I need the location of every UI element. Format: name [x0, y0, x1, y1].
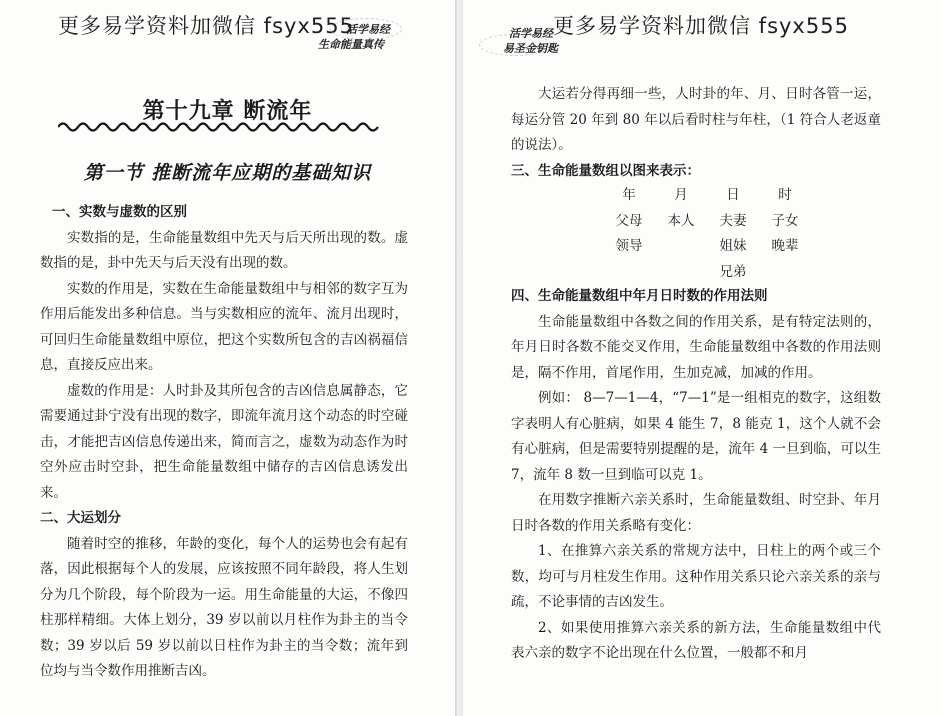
relation-cell — [655, 260, 707, 286]
relation-cell: 日 — [726, 187, 740, 203]
relation-row — [603, 209, 811, 235]
paragraph: 例如： 8—7—1—4，“7—1”是一组相克的数字，这组数字表明人有心脏病，如果 4 能生 7，8 能克 1，这个人就不会有心脏病，但是需要特别提醒的是，流年 4 一旦到临，可以生 7，流年 8 数一旦到临可以克 1。 — [511, 390, 881, 483]
header-stamp-line: 易圣金钥匙 — [503, 42, 558, 55]
right-page — [463, 0, 942, 716]
paragraph: 大运若分得再细一些，人时卦的年、月、日时各管一运，每运分管 20 年到 80 年以后看时柱与年柱，（1 符合人老返童的说法）。 — [511, 86, 881, 153]
relation-cell: 父母 — [615, 212, 643, 229]
paragraph: 随着时空的推移，年龄的变化，每个人的运势也会有起有落，因此根据每个人的发展，应该按照不同年龄段，将人生划分为几个阶段，每个阶段为一运。用生命能量的大运，不像四柱那样精细。大体上划分，39 岁以前以月柱作为卦主的当令数；39 岁以后 59 岁以前以日柱作为卦主的当令数；流年到位均与当令数作用推断吉凶。 — [40, 535, 408, 679]
header-stamp-line: 生命能量真传 — [318, 38, 384, 51]
watermark-text: 更多易学资料加微信 fsyx555 — [58, 14, 354, 38]
relation-cell: 本人 — [667, 212, 695, 229]
paragraph: 虚数的作用是：人时卦及其所包含的吉凶信息属静态，它需要通过卦宁没有出现的数字，即流年流月这个动态的时空碰击，才能把吉凶信息传递出来，简而言之，虚数为动态作为时空外应击时空卦，把生命能量数组中储存的吉凶信息诱发出来。 — [40, 382, 408, 501]
right-body — [511, 284, 881, 667]
heading-rules: 四、生命能量数组中年月日时数的作用法则 — [511, 288, 768, 304]
heading-real-imaginary: 一、实数与虚数的区别 — [52, 204, 187, 220]
paragraph: 实数指的是，生命能量数组中先天与后天所出现的数。虚数指的是，卦中先天与后天没有出现的数。 — [40, 229, 408, 271]
relation-cell: 领导 — [615, 238, 643, 254]
paragraph: 在用数字推断六亲关系时，生命能量数组、时空卦、年月日时各数的作用关系略有变化： — [511, 492, 881, 534]
section-title: 第一节 推断流年应期的基础知识 — [83, 162, 372, 184]
relation-cell: 晚辈 — [771, 238, 799, 254]
book-gutter — [455, 0, 463, 716]
relation-cell: 夫妻 — [719, 212, 747, 229]
relation-cell: 年 — [622, 187, 636, 203]
left-page — [0, 0, 455, 716]
watermark-text: 更多易学资料加微信 fsyx555 — [553, 14, 849, 38]
relation-cell: 子女 — [771, 212, 799, 229]
decorative-wave-divider — [58, 120, 383, 134]
paragraph: 1、在推算六亲关系的常规方法中，日柱上的两个或三个数，均可与月柱发生作用。这种作用关系只论六亲关系的亲与疏，不论事情的吉凶发生。 — [511, 543, 881, 610]
relation-row — [603, 234, 811, 260]
paragraph: 生命能量数组中各数之间的作用关系，是有特定法则的，年月日时各数不能交叉作用，生命能量数组中各数的作用法则是，隔不作用，首尾作用，生加克减，加减的作用。 — [511, 313, 881, 381]
relation-row — [603, 183, 811, 209]
paragraph: 实数的作用是，实数在生命能量数组中与相邻的数字互为作用后能发出多种信息。当与实数相应的流年、流月出现时，可回归生命能量数组中原位，把这个实数所包含的吉凶祸福信息，直接反应出来。 — [40, 280, 408, 373]
chapter-title: 第十九章 断流年 — [142, 98, 313, 124]
right-body-top — [511, 82, 881, 184]
relation-cell: 时 — [778, 187, 792, 203]
left-body — [40, 200, 408, 685]
heading-diagram: 三、生命能量数组以图来表示： — [511, 162, 700, 179]
header-stamp — [503, 26, 558, 56]
relation-table — [603, 183, 811, 285]
header-stamp-line: 活学易经 — [346, 23, 390, 36]
relation-row — [603, 260, 811, 286]
relation-cell: 姐妹 — [719, 238, 747, 254]
header-stamp-line: 活学易经 — [509, 27, 553, 40]
relation-cell: 月 — [674, 187, 688, 203]
relation-cell: 兄弟 — [719, 263, 747, 280]
heading-major-luck: 二、大运划分 — [40, 510, 121, 526]
relation-cell — [655, 234, 707, 260]
relation-cell — [759, 260, 811, 286]
header-stamp — [318, 22, 390, 52]
paragraph: 2、如果使用推算六亲关系的新方法，生命能量数组中代表六亲的数字不论出现在什么位置，一般都不和月 — [511, 619, 881, 661]
relation-cell — [603, 260, 655, 286]
